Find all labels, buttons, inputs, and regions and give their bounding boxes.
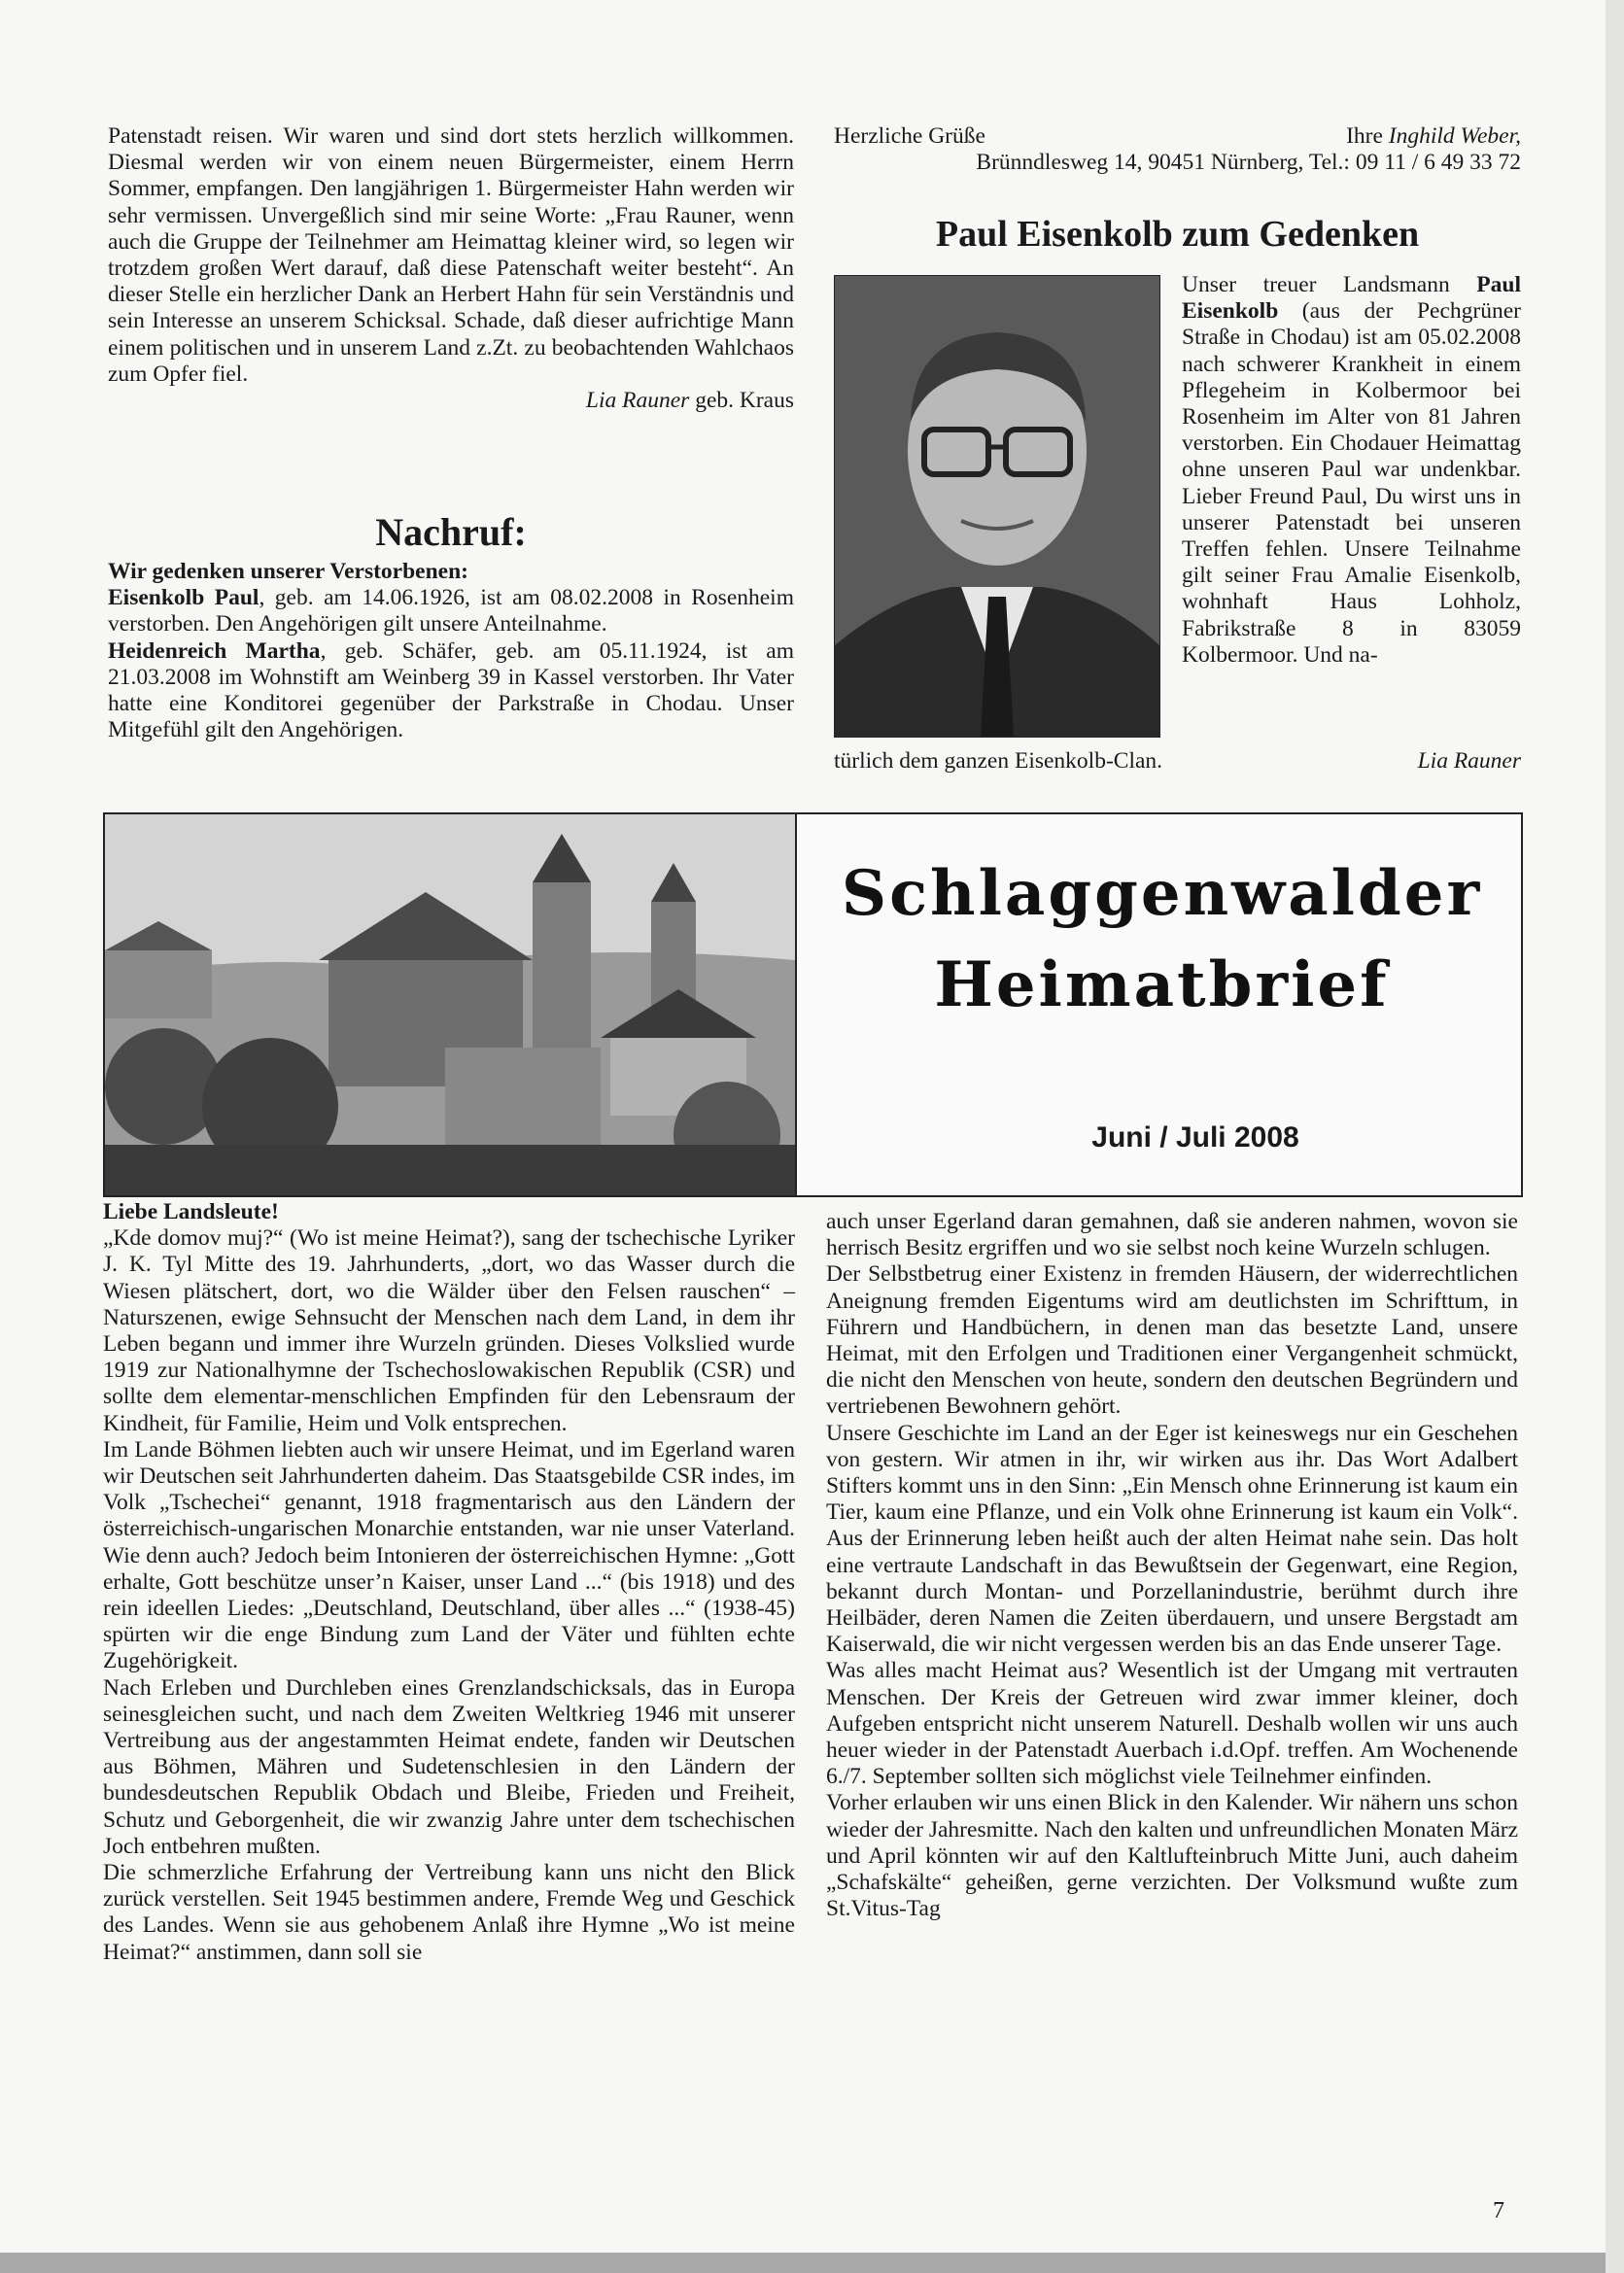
greeting-name: Inghild Weber, bbox=[1388, 123, 1521, 149]
signature-name: Lia Rauner bbox=[585, 388, 690, 414]
memorial-text-column bbox=[1182, 272, 1521, 669]
memorial-tail-text: türlich dem ganzen Eisenkolb-Clan. bbox=[834, 748, 1163, 774]
article-right-column bbox=[826, 1209, 1518, 1922]
signature-rest: geb. Kraus bbox=[689, 388, 794, 414]
scan-bottom-edge bbox=[0, 2253, 1624, 2273]
greeting-address: Brünndlesweg 14, 90451 Nürnberg, Tel.: 09 11 / 6 49 33 72 bbox=[976, 150, 1521, 176]
issue-date: Juni / Juli 2008 bbox=[1091, 1121, 1299, 1154]
article-paragraph: Nach Erleben und Durchleben eines Grenzlandschicksals, das in Europa seinesgleichen sucht, und nach dem Zweiten Weltkrieg 1946 mit unserer Vertreibung aus der angestammten Heimat endete, fanden wir Deutschen aus Böhmen, Mähren und Sudetenschlesien in den Ländern der bundesdeutschen Republik Obdach und Bleibe, Frieden und Freiheit, Schutz und Geborgenheit, die wir zwanzig Jahre unter dem tschechischen Joch entbehren mußten. bbox=[103, 1674, 795, 1859]
scan-right-edge bbox=[1606, 0, 1624, 2273]
masthead-title-line2: Heimatbrief bbox=[934, 948, 1390, 1021]
nachruf-subtitle: Wir gedenken unserer Verstorbenen: bbox=[108, 559, 469, 584]
portrait-illustration bbox=[835, 276, 1159, 737]
memorial-text: Unser treuer Landsmann Paul Eisenkolb (aus der Pechgrüner Straße in Chodau) ist am 05.02.2008 nach schwerer Krankheit in einem Pflegeheim in Kolbermoor bei Rosenheim im Alter von 81 Jahren verstorben. Ein Chodauer Heimattag ohne unseren Paul war undenkbar. Lieber Freund Paul, Du wirst uns in unserer Patenstadt bei unseren Treffen fehlen. Unsere Teilnahme gilt seiner Frau Amalie Eisenkolb, wohnhaft Haus Lohholz, Fabrikstraße 8 in 83059 Kolbermoor. Und na- bbox=[1182, 272, 1521, 668]
article-paragraph: Was alles macht Heimat aus? Wesentlich ist der Umgang mit vertrauten Menschen. Der Kreis der Getreuen wird zwar immer kleiner, doch Aufgeben entspricht nicht unserem Naturell. Deshalb wollen wir uns auch heuer wieder in der Patenstadt Auerbach i.d.Opf. treffen. Am Wochenende 6./7. September sollten sich möglichst viele Teilnehmer einfinden. bbox=[826, 1658, 1518, 1790]
nachruf-entry-name: Heidenreich Martha bbox=[108, 637, 321, 664]
nachruf-entry bbox=[108, 585, 794, 637]
nachruf-entry bbox=[108, 638, 794, 744]
previous-article-end bbox=[108, 123, 794, 414]
nachruf-section bbox=[108, 559, 794, 743]
nachruf-entry-text: , geb. Schäfer, geb. am 05.11.1924, ist am 21.03.2008 im Wohnstift am Weinberg 39 in Kassel verstorben. Ihr Vater hatte eine Konditorei gegenüber der Parkstraße in Chodau. Unser Mitgefühl gilt den Angehörigen. bbox=[108, 637, 795, 743]
previous-article-paragraph: Patenstadt reisen. Wir waren und sind dort stets herzlich willkommen. Diesmal werden wir von einem neuen Bürgermeister, einem Herrn Sommer, empfangen. Den langjährigen 1. Bürgermeister Hahn werden wir sehr vermissen. Unvergeßlich sind mir seine Worte: „Frau Rauner, wenn auch die Gruppe der Teilnehmer am Heimattag kleiner wird, so legen wir trotzdem großen Wert darauf, daß diese Patenschaft weiter besteht“. An dieser Stelle ein herzlicher Dank an Herbert Hahn für sein Verständnis und sein Interesse an unserem Schicksal. Schade, daß dieser aufrichtige Mann einem politischen und in unserem Land z.Zt. zu beobachtenden Wahlchaos zum Opfer fiel. bbox=[108, 123, 794, 387]
masthead-title-line1: Schlaggenwalder bbox=[841, 857, 1483, 930]
article-paragraph: Der Selbstbetrug einer Existenz in fremden Häusern, der widerrechtlichen Aneignung fremden Eigentums wird am deutlichsten im Schrifttum, in Führern und Handbüchern, in denen man das besetzte Land, unsere Heimat, mit den Erfolgen und Traditionen einer Vergangenheit schmückt, die nicht den Menschen von heute, sondern den deutschen Begründern und vertriebenen Bewohnern gehört. bbox=[826, 1261, 1518, 1420]
article-left-column bbox=[103, 1199, 795, 1966]
portrait-photo bbox=[834, 275, 1160, 738]
memorial-name: Paul Eisenkolb bbox=[1182, 272, 1521, 325]
article-paragraph: auch unser Egerland daran gemahnen, daß sie anderen nahmen, wovon sie herrisch Besitz ergriffen und wo sie selbst noch keine Wurzeln schlugen. bbox=[826, 1209, 1518, 1261]
article-paragraph: „Kde domov muj?“ (Wo ist meine Heimat?), sang der tschechische Lyriker J. K. Tyl Mitte des 19. Jahrhunderts, „dort, wo das Wasser durch die Wiesen plätschert, dort, wo die Wälder über den Felsen rauschen“ – Naturszenen, ewige Sehnsucht der Menschen nach dem Land, in dem ihr Leben begann und immer ihre Wurzeln gründen. Dieses Volkslied wurde 1919 zur Nationalhymne der Tschechoslowakischen Republik (CSR) und sollte dem elementar-menschlichen Empfinden für den Lebensraum der Kindheit, für Familie, Heim und Volk entsprechen. bbox=[103, 1225, 795, 1436]
nachruf-entry-text: , geb. am 14.06.1926, ist am 08.02.2008 in Rosenheim verstorben. Den Angehörigen gilt unsere Anteilnahme. bbox=[108, 585, 794, 637]
nachruf-entry-name: Eisenkolb Paul bbox=[108, 585, 259, 611]
memorial-tail bbox=[834, 748, 1521, 775]
greeting-line bbox=[834, 123, 1521, 150]
greeting-block bbox=[834, 123, 1521, 176]
town-photo bbox=[105, 814, 797, 1195]
memorial-title: Paul Eisenkolb zum Gedenken bbox=[935, 214, 1420, 255]
article-salutation: Liebe Landsleute! bbox=[103, 1199, 279, 1224]
memorial-signature: Lia Rauner bbox=[1417, 748, 1521, 774]
article-paragraph: Vorher erlauben wir uns einen Blick in den Kalender. Wir nähern uns schon wieder der Jahresmitte. Nach den kalten und unfreundlichen Monaten März und April könnten wir auf den Kaltlufteinbruch Mitte Juni, auch daheim „Schafskälte“ geheißen, gerne verzichten. Der Volksmund wußte zum St.Vitus-Tag bbox=[826, 1790, 1518, 1922]
article-paragraph: Die schmerzliche Erfahrung der Vertreibung kann uns nicht den Blick zurück verstellen. Seit 1945 bestimmen andere, Fremde Weg und Geschick des Landes. Wenn sie aus gehobenem Anlaß ihre Hymne „Wo ist meine Heimat?“ anstimmen, dann soll sie bbox=[103, 1860, 795, 1965]
article-paragraph: Im Lande Böhmen liebten auch wir unsere Heimat, und im Egerland waren wir Deutschen seit Jahrhunderten daheim. Das Staatsgebilde CSR indes, im Volk „Tschechei“ genannt, 1918 fragmentarisch aus den Ländern der österreichisch-ungarischen Monarchie entstanden, war nie unser Vaterland. Wie denn auch? Jedoch beim Intonieren der österreichischen Hymne: „Gott erhalte, Gott beschütze unser’n Kaiser, unser Land ...“ (bis 1918) und des rein ideellen Liedes: „Deutschland, Deutschland, über alles ...“ (1938-45) spürten wir die enge Bindung zum Land der Väter und fühlten echte Zugehörigkeit. bbox=[103, 1436, 795, 1674]
greeting-left: Herzliche Grüße bbox=[834, 123, 985, 149]
nachruf-title: Nachruf: bbox=[375, 510, 527, 554]
previous-article-signature bbox=[108, 388, 794, 414]
article-paragraph: Unsere Geschichte im Land an der Eger ist keineswegs nur ein Geschehen von gestern. Wir atmen in ihr, wir wirken aus ihr. Das Wort Adalbert Stifters kommt uns in den Sinn: „Ein Mensch ohne Erinnerung ist kaum ein Tier, kaum eine Pflanze, und ein Volk ohne Erinnerung ist kaum ein Volk“. Aus der Erinnerung leben heißt auch der alten Heimat nahe sein. Das holt eine vertraute Landschaft in das Bewußtsein der Gegenwart, eine Region, bekannt durch Montan- und Porzellanindustrie, berühmt durch ihre Heilbäder, deren Namen die Zeiten überdauern, und unsere Bergstadt am Kaiserwald, die wir nicht vergessen werden bis an das Ende unserer Tage. bbox=[826, 1420, 1518, 1658]
page-number: 7 bbox=[1493, 2198, 1504, 2223]
greeting-signature: Ihre Inghild Weber, bbox=[1346, 123, 1521, 149]
town-illustration bbox=[105, 814, 795, 1195]
